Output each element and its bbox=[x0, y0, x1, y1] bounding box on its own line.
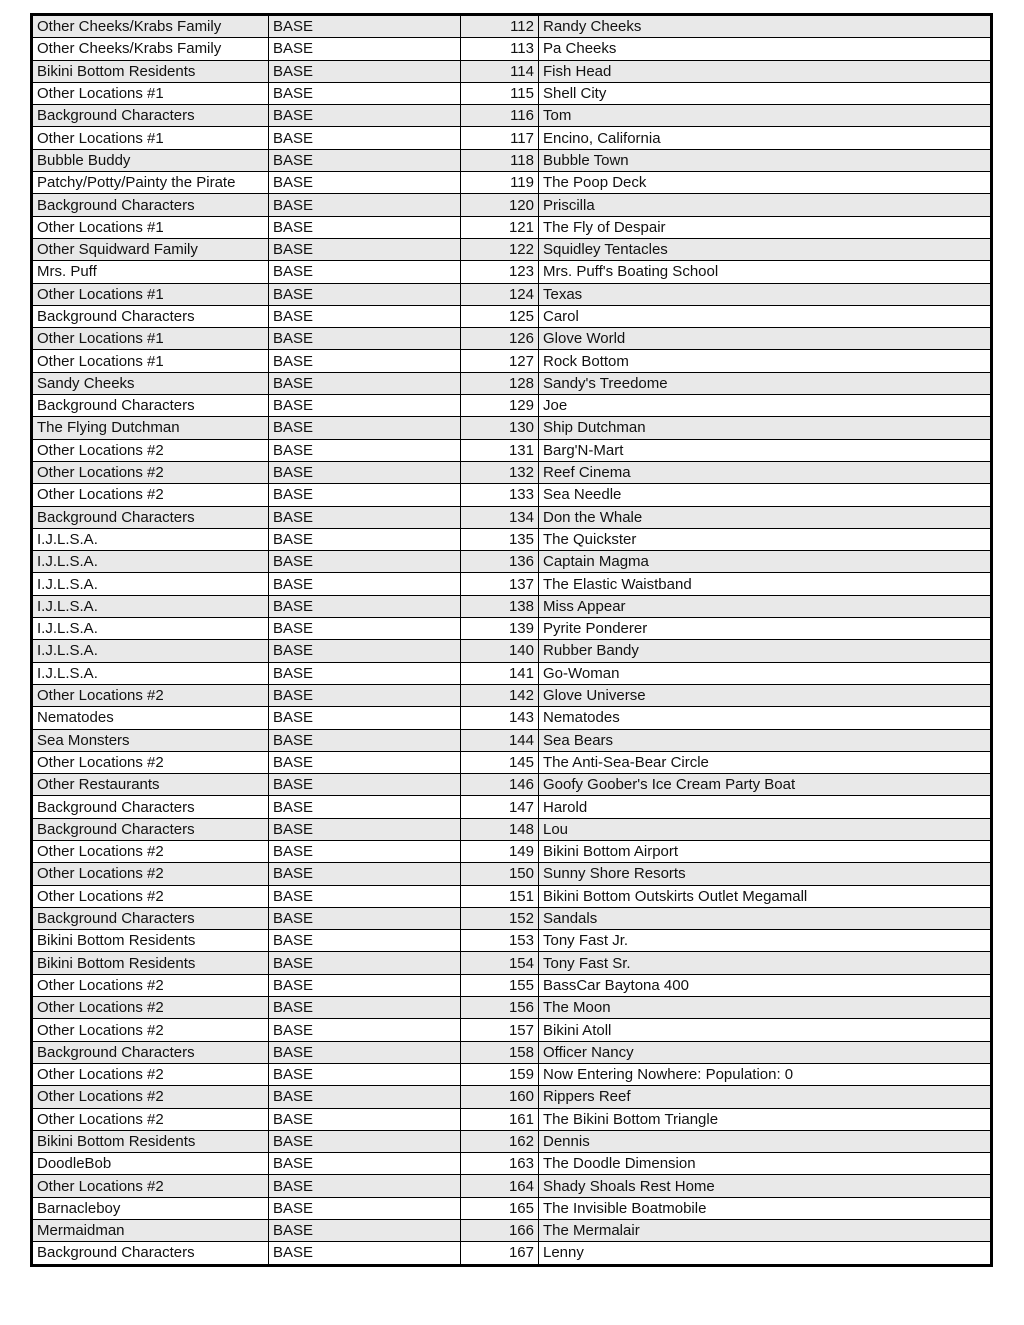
cell-category: Background Characters bbox=[32, 194, 269, 216]
cell-category: Bikini Bottom Residents bbox=[32, 930, 269, 952]
cell-category: Nematodes bbox=[32, 707, 269, 729]
cell-edition: BASE bbox=[269, 1063, 461, 1085]
cell-edition: BASE bbox=[269, 484, 461, 506]
cell-edition: BASE bbox=[269, 573, 461, 595]
table-row bbox=[32, 774, 992, 796]
cell-category: Other Locations #2 bbox=[32, 863, 269, 885]
cell-edition: BASE bbox=[269, 774, 461, 796]
cell-name: Pyrite Ponderer bbox=[539, 618, 992, 640]
cell-edition: BASE bbox=[269, 127, 461, 149]
cell-edition: BASE bbox=[269, 305, 461, 327]
cell-number: 152 bbox=[461, 907, 539, 929]
cell-number: 153 bbox=[461, 930, 539, 952]
cell-edition: BASE bbox=[269, 551, 461, 573]
cell-number: 136 bbox=[461, 551, 539, 573]
cell-name: Glove World bbox=[539, 328, 992, 350]
cell-number: 117 bbox=[461, 127, 539, 149]
table-row bbox=[32, 595, 992, 617]
cell-category: Other Locations #2 bbox=[32, 684, 269, 706]
cell-edition: BASE bbox=[269, 439, 461, 461]
cell-category: Other Locations #2 bbox=[32, 1175, 269, 1197]
cell-edition: BASE bbox=[269, 283, 461, 305]
cell-name: Texas bbox=[539, 283, 992, 305]
cell-edition: BASE bbox=[269, 1242, 461, 1265]
cell-name: Lenny bbox=[539, 1242, 992, 1265]
cell-edition: BASE bbox=[269, 528, 461, 550]
table-row bbox=[32, 840, 992, 862]
cell-number: 151 bbox=[461, 885, 539, 907]
cell-category: Bikini Bottom Residents bbox=[32, 60, 269, 82]
cell-number: 134 bbox=[461, 506, 539, 528]
table-row bbox=[32, 350, 992, 372]
cell-name: Joe bbox=[539, 395, 992, 417]
cell-number: 129 bbox=[461, 395, 539, 417]
cell-number: 156 bbox=[461, 997, 539, 1019]
cell-edition: BASE bbox=[269, 796, 461, 818]
cell-edition: BASE bbox=[269, 38, 461, 60]
cell-name: The Fly of Despair bbox=[539, 216, 992, 238]
cell-category: Bikini Bottom Residents bbox=[32, 1130, 269, 1152]
cell-number: 140 bbox=[461, 640, 539, 662]
cell-number: 148 bbox=[461, 818, 539, 840]
table-row bbox=[32, 283, 992, 305]
cell-edition: BASE bbox=[269, 618, 461, 640]
cell-category: Other Locations #1 bbox=[32, 283, 269, 305]
table-row bbox=[32, 105, 992, 127]
cell-number: 132 bbox=[461, 461, 539, 483]
cell-number: 154 bbox=[461, 952, 539, 974]
cell-number: 163 bbox=[461, 1153, 539, 1175]
cell-edition: BASE bbox=[269, 372, 461, 394]
cell-number: 116 bbox=[461, 105, 539, 127]
cell-name: The Anti-Sea-Bear Circle bbox=[539, 751, 992, 773]
cell-category: Background Characters bbox=[32, 395, 269, 417]
cell-edition: BASE bbox=[269, 751, 461, 773]
cell-number: 166 bbox=[461, 1220, 539, 1242]
cell-name: Sandals bbox=[539, 907, 992, 929]
cell-category: Background Characters bbox=[32, 818, 269, 840]
cell-name: Miss Appear bbox=[539, 595, 992, 617]
cell-edition: BASE bbox=[269, 328, 461, 350]
cell-name: Rippers Reef bbox=[539, 1086, 992, 1108]
cell-name: Barg'N-Mart bbox=[539, 439, 992, 461]
cell-name: Tony Fast Jr. bbox=[539, 930, 992, 952]
cell-number: 120 bbox=[461, 194, 539, 216]
cell-category: Sea Monsters bbox=[32, 729, 269, 751]
cell-category: Barnacleboy bbox=[32, 1197, 269, 1219]
cell-name: Mrs. Puff's Boating School bbox=[539, 261, 992, 283]
table-row bbox=[32, 751, 992, 773]
cell-edition: BASE bbox=[269, 172, 461, 194]
table-row bbox=[32, 305, 992, 327]
cell-edition: BASE bbox=[269, 974, 461, 996]
cell-edition: BASE bbox=[269, 461, 461, 483]
table-row bbox=[32, 127, 992, 149]
cell-category: Other Locations #2 bbox=[32, 484, 269, 506]
cell-name: The Doodle Dimension bbox=[539, 1153, 992, 1175]
table-row bbox=[32, 238, 992, 260]
cell-category: Other Cheeks/Krabs Family bbox=[32, 15, 269, 38]
cell-category: Patchy/Potty/Painty the Pirate bbox=[32, 172, 269, 194]
cell-edition: BASE bbox=[269, 1175, 461, 1197]
table-row bbox=[32, 997, 992, 1019]
cell-name: Lou bbox=[539, 818, 992, 840]
checklist-table bbox=[30, 13, 993, 1267]
cell-edition: BASE bbox=[269, 149, 461, 171]
table-row bbox=[32, 328, 992, 350]
table-row bbox=[32, 216, 992, 238]
table-row bbox=[32, 1197, 992, 1219]
cell-category: Other Locations #2 bbox=[32, 1086, 269, 1108]
cell-name: Encino, California bbox=[539, 127, 992, 149]
cell-edition: BASE bbox=[269, 261, 461, 283]
cell-name: Sandy's Treedome bbox=[539, 372, 992, 394]
table-row bbox=[32, 729, 992, 751]
cell-name: Sea Bears bbox=[539, 729, 992, 751]
cell-name: Tom bbox=[539, 105, 992, 127]
cell-edition: BASE bbox=[269, 417, 461, 439]
cell-name: The Mermalair bbox=[539, 1220, 992, 1242]
table-row bbox=[32, 1242, 992, 1265]
table-row bbox=[32, 707, 992, 729]
table-row bbox=[32, 1130, 992, 1152]
table-row bbox=[32, 1019, 992, 1041]
cell-name: The Moon bbox=[539, 997, 992, 1019]
cell-number: 149 bbox=[461, 840, 539, 862]
cell-name: Glove Universe bbox=[539, 684, 992, 706]
cell-number: 160 bbox=[461, 1086, 539, 1108]
cell-name: Bikini Bottom Outskirts Outlet Megamall bbox=[539, 885, 992, 907]
cell-edition: BASE bbox=[269, 707, 461, 729]
cell-number: 164 bbox=[461, 1175, 539, 1197]
table-row bbox=[32, 372, 992, 394]
table-row bbox=[32, 528, 992, 550]
table-row bbox=[32, 261, 992, 283]
cell-category: Sandy Cheeks bbox=[32, 372, 269, 394]
table-row bbox=[32, 1153, 992, 1175]
cell-category: I.J.L.S.A. bbox=[32, 662, 269, 684]
cell-name: The Bikini Bottom Triangle bbox=[539, 1108, 992, 1130]
cell-edition: BASE bbox=[269, 1153, 461, 1175]
cell-category: Other Locations #1 bbox=[32, 328, 269, 350]
table-row bbox=[32, 796, 992, 818]
cell-edition: BASE bbox=[269, 1220, 461, 1242]
cell-edition: BASE bbox=[269, 395, 461, 417]
cell-number: 142 bbox=[461, 684, 539, 706]
cell-name: The Elastic Waistband bbox=[539, 573, 992, 595]
cell-category: I.J.L.S.A. bbox=[32, 551, 269, 573]
cell-number: 115 bbox=[461, 82, 539, 104]
cell-category: Other Locations #1 bbox=[32, 216, 269, 238]
cell-category: I.J.L.S.A. bbox=[32, 573, 269, 595]
cell-name: Captain Magma bbox=[539, 551, 992, 573]
cell-category: I.J.L.S.A. bbox=[32, 618, 269, 640]
cell-number: 133 bbox=[461, 484, 539, 506]
table-row bbox=[32, 1041, 992, 1063]
table-row bbox=[32, 439, 992, 461]
table-row bbox=[32, 1220, 992, 1242]
cell-category: Mermaidman bbox=[32, 1220, 269, 1242]
cell-name: Bubble Town bbox=[539, 149, 992, 171]
cell-edition: BASE bbox=[269, 82, 461, 104]
cell-number: 147 bbox=[461, 796, 539, 818]
cell-category: Other Locations #2 bbox=[32, 461, 269, 483]
cell-category: Background Characters bbox=[32, 105, 269, 127]
table-row bbox=[32, 863, 992, 885]
cell-edition: BASE bbox=[269, 216, 461, 238]
cell-category: Background Characters bbox=[32, 305, 269, 327]
cell-name: Pa Cheeks bbox=[539, 38, 992, 60]
cell-name: The Invisible Boatmobile bbox=[539, 1197, 992, 1219]
table-row bbox=[32, 974, 992, 996]
cell-category: Other Squidward Family bbox=[32, 238, 269, 260]
cell-number: 123 bbox=[461, 261, 539, 283]
table-row bbox=[32, 662, 992, 684]
cell-name: BassCar Baytona 400 bbox=[539, 974, 992, 996]
cell-number: 137 bbox=[461, 573, 539, 595]
cell-number: 124 bbox=[461, 283, 539, 305]
cell-edition: BASE bbox=[269, 1019, 461, 1041]
cell-edition: BASE bbox=[269, 952, 461, 974]
table-row bbox=[32, 82, 992, 104]
cell-number: 165 bbox=[461, 1197, 539, 1219]
cell-number: 127 bbox=[461, 350, 539, 372]
cell-number: 128 bbox=[461, 372, 539, 394]
table-row bbox=[32, 930, 992, 952]
cell-category: Other Locations #2 bbox=[32, 885, 269, 907]
cell-name: Shell City bbox=[539, 82, 992, 104]
cell-category: Other Restaurants bbox=[32, 774, 269, 796]
cell-edition: BASE bbox=[269, 997, 461, 1019]
cell-name: Sea Needle bbox=[539, 484, 992, 506]
cell-category: Other Locations #1 bbox=[32, 82, 269, 104]
cell-number: 139 bbox=[461, 618, 539, 640]
cell-number: 141 bbox=[461, 662, 539, 684]
cell-name: Bikini Bottom Airport bbox=[539, 840, 992, 862]
cell-name: Rubber Bandy bbox=[539, 640, 992, 662]
cell-number: 138 bbox=[461, 595, 539, 617]
table-row bbox=[32, 1086, 992, 1108]
cell-name: Tony Fast Sr. bbox=[539, 952, 992, 974]
cell-number: 157 bbox=[461, 1019, 539, 1041]
table-row bbox=[32, 172, 992, 194]
cell-category: I.J.L.S.A. bbox=[32, 595, 269, 617]
cell-category: Background Characters bbox=[32, 1242, 269, 1265]
cell-category: Other Locations #1 bbox=[32, 127, 269, 149]
cell-category: Other Locations #2 bbox=[32, 997, 269, 1019]
table-row bbox=[32, 461, 992, 483]
cell-edition: BASE bbox=[269, 238, 461, 260]
cell-category: DoodleBob bbox=[32, 1153, 269, 1175]
table-row bbox=[32, 1108, 992, 1130]
cell-name: The Quickster bbox=[539, 528, 992, 550]
cell-number: 145 bbox=[461, 751, 539, 773]
cell-edition: BASE bbox=[269, 1108, 461, 1130]
table-row bbox=[32, 907, 992, 929]
cell-name: Don the Whale bbox=[539, 506, 992, 528]
table-row bbox=[32, 484, 992, 506]
cell-number: 150 bbox=[461, 863, 539, 885]
cell-category: Other Locations #2 bbox=[32, 1063, 269, 1085]
cell-name: Dennis bbox=[539, 1130, 992, 1152]
cell-edition: BASE bbox=[269, 595, 461, 617]
cell-name: Reef Cinema bbox=[539, 461, 992, 483]
cell-edition: BASE bbox=[269, 930, 461, 952]
cell-category: I.J.L.S.A. bbox=[32, 640, 269, 662]
cell-edition: BASE bbox=[269, 863, 461, 885]
cell-name: Fish Head bbox=[539, 60, 992, 82]
cell-category: Other Locations #2 bbox=[32, 1019, 269, 1041]
table-row bbox=[32, 60, 992, 82]
cell-name: Harold bbox=[539, 796, 992, 818]
table-row bbox=[32, 573, 992, 595]
cell-number: 113 bbox=[461, 38, 539, 60]
cell-name: Go-Woman bbox=[539, 662, 992, 684]
cell-number: 130 bbox=[461, 417, 539, 439]
table-row bbox=[32, 1063, 992, 1085]
cell-edition: BASE bbox=[269, 350, 461, 372]
cell-edition: BASE bbox=[269, 907, 461, 929]
cell-edition: BASE bbox=[269, 729, 461, 751]
cell-name: Ship Dutchman bbox=[539, 417, 992, 439]
cell-name: Rock Bottom bbox=[539, 350, 992, 372]
cell-edition: BASE bbox=[269, 1130, 461, 1152]
cell-number: 143 bbox=[461, 707, 539, 729]
cell-number: 162 bbox=[461, 1130, 539, 1152]
cell-edition: BASE bbox=[269, 1041, 461, 1063]
table-body bbox=[32, 15, 992, 1266]
cell-category: Background Characters bbox=[32, 907, 269, 929]
cell-number: 146 bbox=[461, 774, 539, 796]
cell-category: Other Cheeks/Krabs Family bbox=[32, 38, 269, 60]
cell-number: 161 bbox=[461, 1108, 539, 1130]
cell-number: 118 bbox=[461, 149, 539, 171]
cell-category: Bubble Buddy bbox=[32, 149, 269, 171]
cell-number: 158 bbox=[461, 1041, 539, 1063]
cell-number: 121 bbox=[461, 216, 539, 238]
cell-name: Priscilla bbox=[539, 194, 992, 216]
cell-category: I.J.L.S.A. bbox=[32, 528, 269, 550]
cell-edition: BASE bbox=[269, 818, 461, 840]
cell-edition: BASE bbox=[269, 1086, 461, 1108]
cell-edition: BASE bbox=[269, 640, 461, 662]
table-row bbox=[32, 1175, 992, 1197]
cell-number: 131 bbox=[461, 439, 539, 461]
cell-number: 159 bbox=[461, 1063, 539, 1085]
cell-number: 126 bbox=[461, 328, 539, 350]
cell-edition: BASE bbox=[269, 1197, 461, 1219]
cell-name: Randy Cheeks bbox=[539, 15, 992, 38]
cell-category: Other Locations #2 bbox=[32, 974, 269, 996]
table-row bbox=[32, 885, 992, 907]
cell-edition: BASE bbox=[269, 194, 461, 216]
cell-category: Background Characters bbox=[32, 1041, 269, 1063]
table-row bbox=[32, 15, 992, 38]
cell-category: The Flying Dutchman bbox=[32, 417, 269, 439]
cell-number: 167 bbox=[461, 1242, 539, 1265]
table-row bbox=[32, 417, 992, 439]
cell-number: 125 bbox=[461, 305, 539, 327]
cell-number: 114 bbox=[461, 60, 539, 82]
cell-number: 144 bbox=[461, 729, 539, 751]
cell-name: Goofy Goober's Ice Cream Party Boat bbox=[539, 774, 992, 796]
table-row bbox=[32, 38, 992, 60]
cell-category: Other Locations #1 bbox=[32, 350, 269, 372]
cell-category: Other Locations #2 bbox=[32, 439, 269, 461]
cell-category: Background Characters bbox=[32, 506, 269, 528]
cell-name: Nematodes bbox=[539, 707, 992, 729]
table-row bbox=[32, 640, 992, 662]
cell-edition: BASE bbox=[269, 506, 461, 528]
cell-name: Now Entering Nowhere: Population: 0 bbox=[539, 1063, 992, 1085]
cell-edition: BASE bbox=[269, 60, 461, 82]
table-row bbox=[32, 194, 992, 216]
cell-number: 119 bbox=[461, 172, 539, 194]
document-page bbox=[30, 13, 993, 1267]
cell-category: Background Characters bbox=[32, 796, 269, 818]
cell-number: 112 bbox=[461, 15, 539, 38]
cell-edition: BASE bbox=[269, 15, 461, 38]
table-row bbox=[32, 818, 992, 840]
cell-number: 122 bbox=[461, 238, 539, 260]
cell-category: Other Locations #2 bbox=[32, 840, 269, 862]
cell-name: The Poop Deck bbox=[539, 172, 992, 194]
cell-category: Bikini Bottom Residents bbox=[32, 952, 269, 974]
cell-edition: BASE bbox=[269, 662, 461, 684]
cell-name: Carol bbox=[539, 305, 992, 327]
table-row bbox=[32, 551, 992, 573]
table-row bbox=[32, 149, 992, 171]
cell-name: Bikini Atoll bbox=[539, 1019, 992, 1041]
cell-name: Sunny Shore Resorts bbox=[539, 863, 992, 885]
table-row bbox=[32, 618, 992, 640]
cell-name: Officer Nancy bbox=[539, 1041, 992, 1063]
cell-number: 135 bbox=[461, 528, 539, 550]
cell-category: Mrs. Puff bbox=[32, 261, 269, 283]
cell-edition: BASE bbox=[269, 684, 461, 706]
table-row bbox=[32, 506, 992, 528]
table-row bbox=[32, 952, 992, 974]
cell-name: Squidley Tentacles bbox=[539, 238, 992, 260]
cell-edition: BASE bbox=[269, 885, 461, 907]
table-row bbox=[32, 395, 992, 417]
cell-name: Shady Shoals Rest Home bbox=[539, 1175, 992, 1197]
cell-edition: BASE bbox=[269, 840, 461, 862]
cell-category: Other Locations #2 bbox=[32, 751, 269, 773]
table-row bbox=[32, 684, 992, 706]
cell-number: 155 bbox=[461, 974, 539, 996]
cell-edition: BASE bbox=[269, 105, 461, 127]
cell-category: Other Locations #2 bbox=[32, 1108, 269, 1130]
